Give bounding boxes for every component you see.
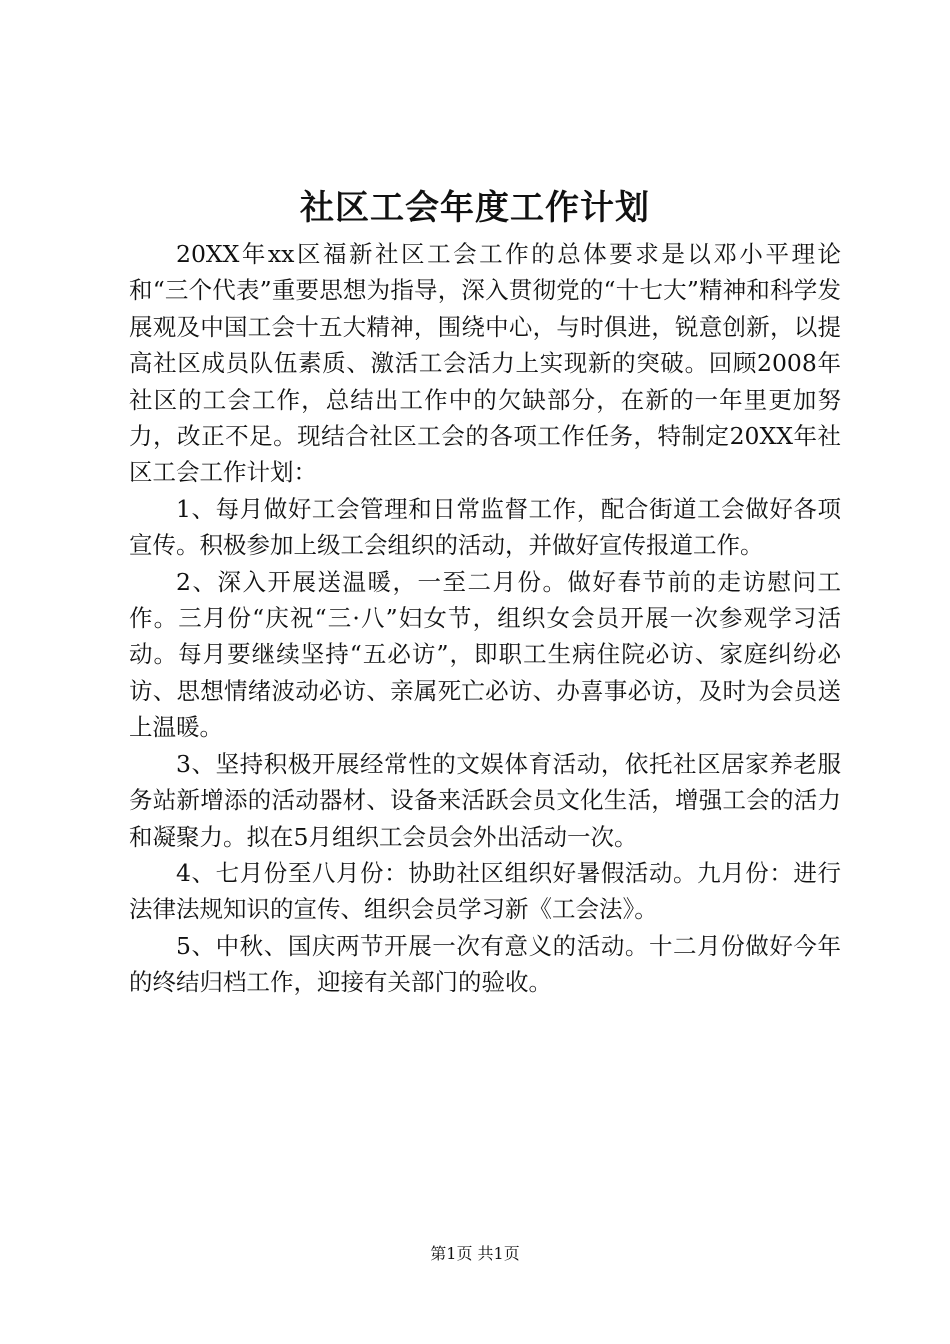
paragraph-intro: 20XX年xx区福新社区工会工作的总体要求是以邓小平理论和“三个代表”重要思想为指导，深入贯彻党的“十七大”精神和科学发展观及中国工会十五大精神，围绕中心，与时俱进，锐意创新，以提高社区成员队伍素质、激活工会活力上实现新的突破。回顾2008年社区的工会工作，总结出工作中的欠缺部分，在新的一年里更加努力，改正不足。现结合社区工会的各项工作任务，特制定20XX年社区工会工作计划： [129, 240, 841, 487]
paragraph-item-3: 3、坚持积极开展经常性的文娱体育活动，依托社区居家养老服务站新增添的活动器材、设备来活跃会员文化生活，增强工会的活力和凝聚力。拟在5月组织工会员会外出活动一次。 [129, 749, 841, 851]
paragraph-item-4: 4、七月份至八月份：协助社区组织好暑假活动。九月份：进行法律法规知识的宣传、组织会员学习新《工会法》。 [129, 858, 841, 924]
paragraph-item-2: 2、深入开展送温暖，一至二月份。做好春节前的走访慰问工作。三月份“庆祝“三·八”妇女节，组织女会员开展一次参观学习活动。每月要继续坚持“五必访”，即职工生病住院必访、家庭纠纷必访、思想情绪波动必访、亲属死亡必访、办喜事必访，及时为会员送上温暖。 [129, 567, 841, 742]
document-title: 社区工会年度工作计划 [300, 188, 650, 228]
document-body [129, 236, 841, 1001]
paragraph-item-5: 5、中秋、国庆两节开展一次有意义的活动。十二月份做好今年的终结归档工作，迎接有关部门的验收。 [129, 931, 841, 997]
paragraph-item-1: 1、每月做好工会管理和日常监督工作，配合街道工会做好各项宣传。积极参加上级工会组织的活动，并做好宣传报道工作。 [129, 494, 841, 560]
page-number-footer: 第1页 共1页 [430, 1244, 520, 1263]
